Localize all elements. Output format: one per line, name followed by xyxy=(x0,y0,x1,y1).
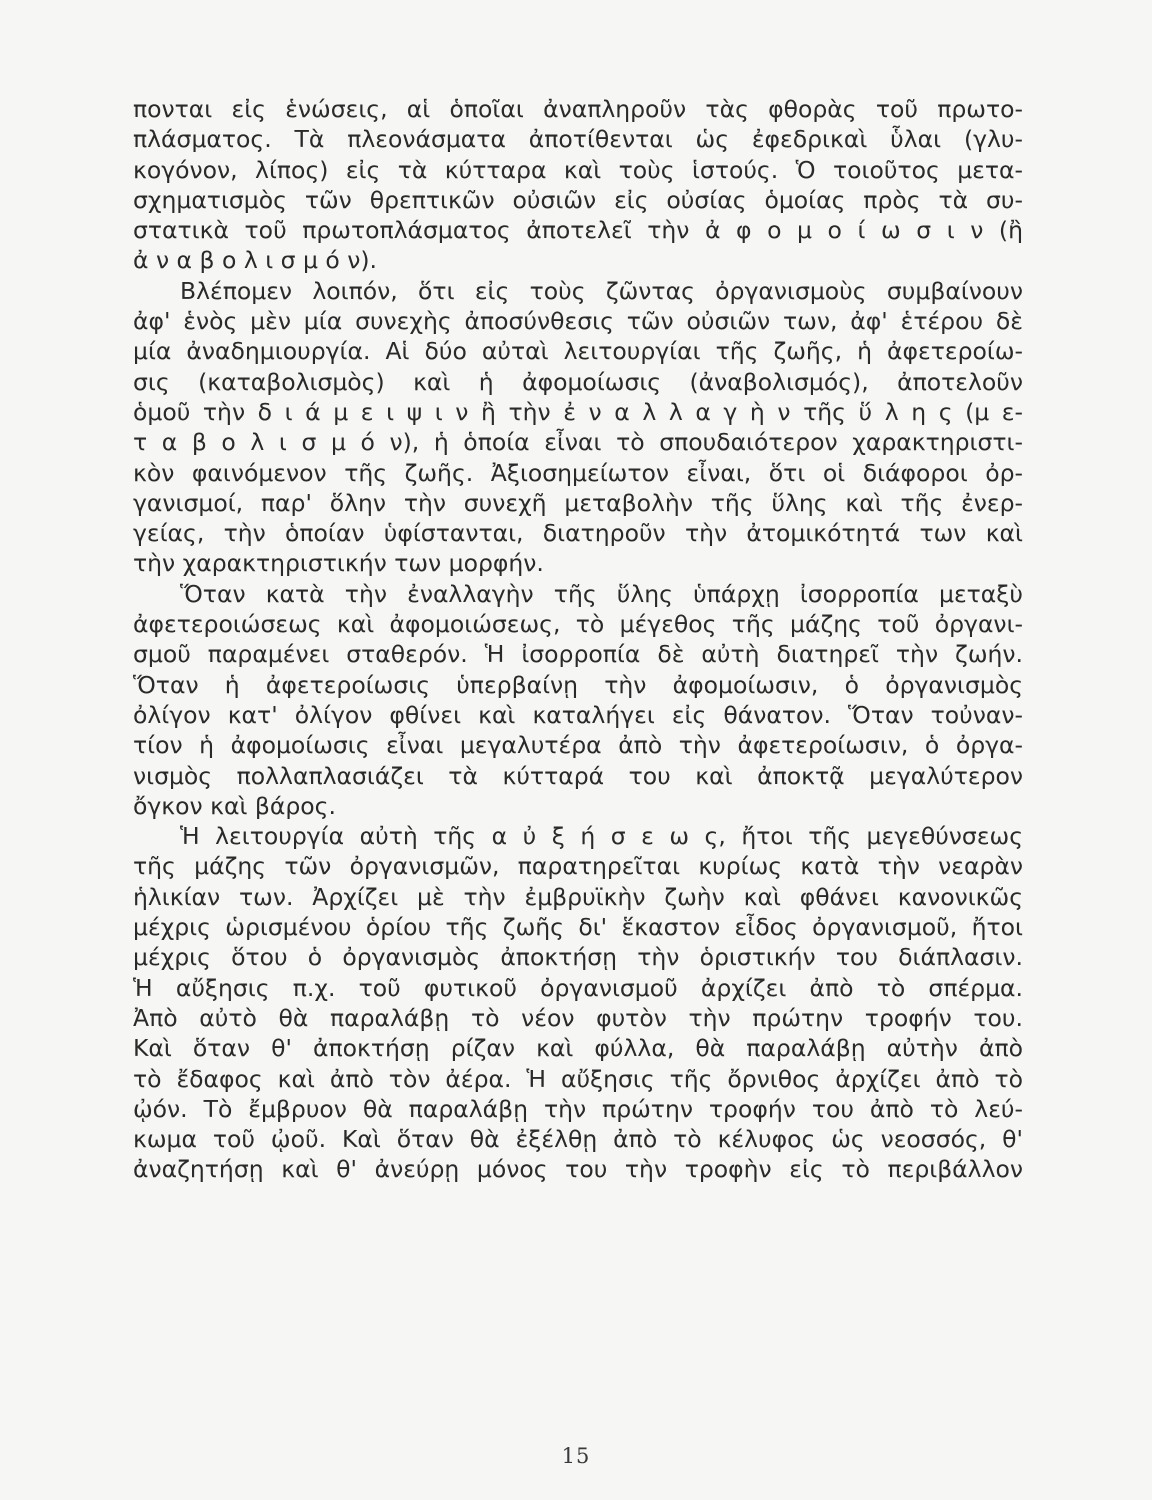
text-line: σμοῦ παραμένει σταθερόν. Ἡ ἰσορροπία δὲ αὐτὴ διατηρεῖ τὴν ζωήν. xyxy=(133,640,1023,669)
text-line: ὀλίγον κατ' ὀλίγον φθίνει καὶ καταλήγει εἰς θάνατον. Ὅταν τοὐναν- xyxy=(133,700,1023,729)
text-line: τίον ἡ ἀφομοίωσις εἶναι μεγαλυτέρα ἀπὸ τὴν ἀφετεροίωσιν, ὁ ὀργα- xyxy=(133,731,1023,760)
text-line: Ἡ λειτουργία αὐτὴ τῆς α ὐ ξ ή σ ε ω ς, ἤτοι τῆς μεγεθύνσεως xyxy=(180,822,1023,851)
text-line: νισμὸς πολλαπλασιάζει τὰ κύτταρά του καὶ ἀποκτᾷ μεγαλύτερον xyxy=(133,761,1023,790)
text-line: Ἡ αὔξησις π.χ. τοῦ φυτικοῦ ὀργανισμοῦ ἀρχίζει ἀπὸ τὸ σπέρμα. xyxy=(133,973,1023,1002)
text-line: τὴν χαρακτηριστικήν των μορφήν. xyxy=(133,549,544,578)
text-line: μία ἀναδημιουργία. Αἱ δύο αὐταὶ λειτουργίαι τῆς ζωῆς, ἡ ἀφετεροίω- xyxy=(133,337,1023,366)
text-line: γανισμοί, παρ' ὅλην τὴν συνεχῆ μεταβολὴν τῆς ὕλης καὶ τῆς ἐνερ- xyxy=(133,488,1023,517)
text-line: μέχρις ὡρισμένου ὁρίου τῆς ζωῆς δι' ἕκαστον εἶδος ὀργανισμοῦ, ἤτοι xyxy=(133,913,1023,942)
text-line: τ α β ο λ ι σ μ ό ν), ἡ ὁποία εἶναι τὸ σπουδαιότερον χαρακτηριστι- xyxy=(133,428,1023,457)
text-line: ὄγκον καὶ βάρος. xyxy=(133,791,336,820)
text-line: Ὅταν κατὰ τὴν ἐναλλαγὴν τῆς ὕλης ὑπάρχῃ ἰσορροπία μεταξὺ xyxy=(180,579,1023,608)
page-number: 15 xyxy=(561,1444,591,1468)
text-line: ἀναζητήσῃ καὶ θ' ἀνεύρῃ μόνος του τὴν τροφὴν εἰς τὸ περιβάλλον xyxy=(133,1155,1023,1184)
text-line: πονται εἰς ἑνώσεις, αἱ ὁποῖαι ἀναπληροῦν τὰς φθορὰς τοῦ πρωτο- xyxy=(133,95,1023,123)
text-line: τὸ ἔδαφος καὶ ἀπὸ τὸν ἀέρα. Ἡ αὔξησις τῆς ὄρνιθος ἀρχίζει ἀπὸ τὸ xyxy=(133,1064,1023,1093)
text-line: κωμα τοῦ ᾠοῦ. Καὶ ὅταν θὰ ἐξέλθῃ ἀπὸ τὸ κέλυφος ὡς νεοσσός, θ' xyxy=(133,1125,1023,1154)
text-line: μέχρις ὅτου ὁ ὀργανισμὸς ἀποκτήσῃ τὴν ὁριστικήν του διάπλασιν. xyxy=(133,943,1023,972)
text-line: ᾠόν. Τὸ ἔμβρυον θὰ παραλάβῃ τὴν πρώτην τροφήν του ἀπὸ τὸ λεύ- xyxy=(133,1094,1023,1123)
text-line: γείας, τὴν ὁποίαν ὑφίστανται, διατηροῦν τὴν ἀτομικότητά των καὶ xyxy=(133,519,1023,548)
text-line: ἀφ' ἑνὸς μὲν μία συνεχὴς ἀποσύνθεσις τῶν οὐσιῶν των, ἀφ' ἑτέρου δὲ xyxy=(133,307,1023,336)
text-line: ἀφετεροιώσεως καὶ ἀφομοιώσεως, τὸ μέγεθος τῆς μάζης τοῦ ὀργανι- xyxy=(133,610,1023,639)
text-line: πλάσματος. Τὰ πλεονάσματα ἀποτίθενται ὡς ἐφεδρικαὶ ὗλαι (γλυ- xyxy=(133,125,1023,154)
text-line: Βλέπομεν λοιπόν, ὅτι εἰς τοὺς ζῶντας ὀργανισμοὺς συμβαίνουν xyxy=(180,276,1023,305)
text-line: στατικὰ τοῦ πρωτοπλάσματος ἀποτελεῖ τὴν ἀ φ ο μ ο ί ω σ ι ν (ἢ xyxy=(133,216,1023,245)
text-line: σχηματισμὸς τῶν θρεπτικῶν οὐσιῶν εἰς οὐσίας ὁμοίας πρὸς τὰ συ- xyxy=(133,185,1023,214)
text-line: σις (καταβολισμὸς) καὶ ἡ ἀφομοίωσις (ἀναβολισμός), ἀποτελοῦν xyxy=(133,367,1023,396)
text-line: ὁμοῦ τὴν δ ι ά μ ε ι ψ ι ν ἢ τὴν ἐ ν α λ λ α γ ὴ ν τῆς ὕ λ η ς (μ ε- xyxy=(133,397,1023,426)
text-line: τῆς μάζης τῶν ὀργανισμῶν, παρατηρεῖται κυρίως κατὰ τὴν νεαρὰν xyxy=(133,852,1023,881)
text-line: Καὶ ὅταν θ' ἀποκτήσῃ ρίζαν καὶ φύλλα, θὰ παραλάβῃ αὐτὴν ἀπὸ xyxy=(133,1034,1023,1063)
text-line: κογόνον, λίπος) εἰς τὰ κύτταρα καὶ τοὺς ἱστούς. Ὁ τοιοῦτος μετα- xyxy=(133,155,1023,184)
body-text xyxy=(133,94,1023,1185)
text-line: κὸν φαινόμενον τῆς ζωῆς. Ἀξιοσημείωτον εἶναι, ὅτι οἱ διάφοροι ὀρ- xyxy=(133,458,1023,487)
text-line: Ὅταν ἡ ἀφετεροίωσις ὑπερβαίνῃ τὴν ἀφομοίωσιν, ὁ ὀργανισμὸς xyxy=(133,670,1023,699)
text-line: Ἀπὸ αὐτὸ θὰ παραλάβῃ τὸ νέον φυτὸν τὴν πρώτην τροφήν του. xyxy=(133,1003,1023,1032)
text-line: ἡλικίαν των. Ἀρχίζει μὲ τὴν ἐμβρυϊκὴν ζωὴν καὶ φθάνει κανονικῶς xyxy=(133,882,1023,911)
text-line: ἀ ν α β ο λ ι σ μ ό ν). xyxy=(133,246,378,275)
